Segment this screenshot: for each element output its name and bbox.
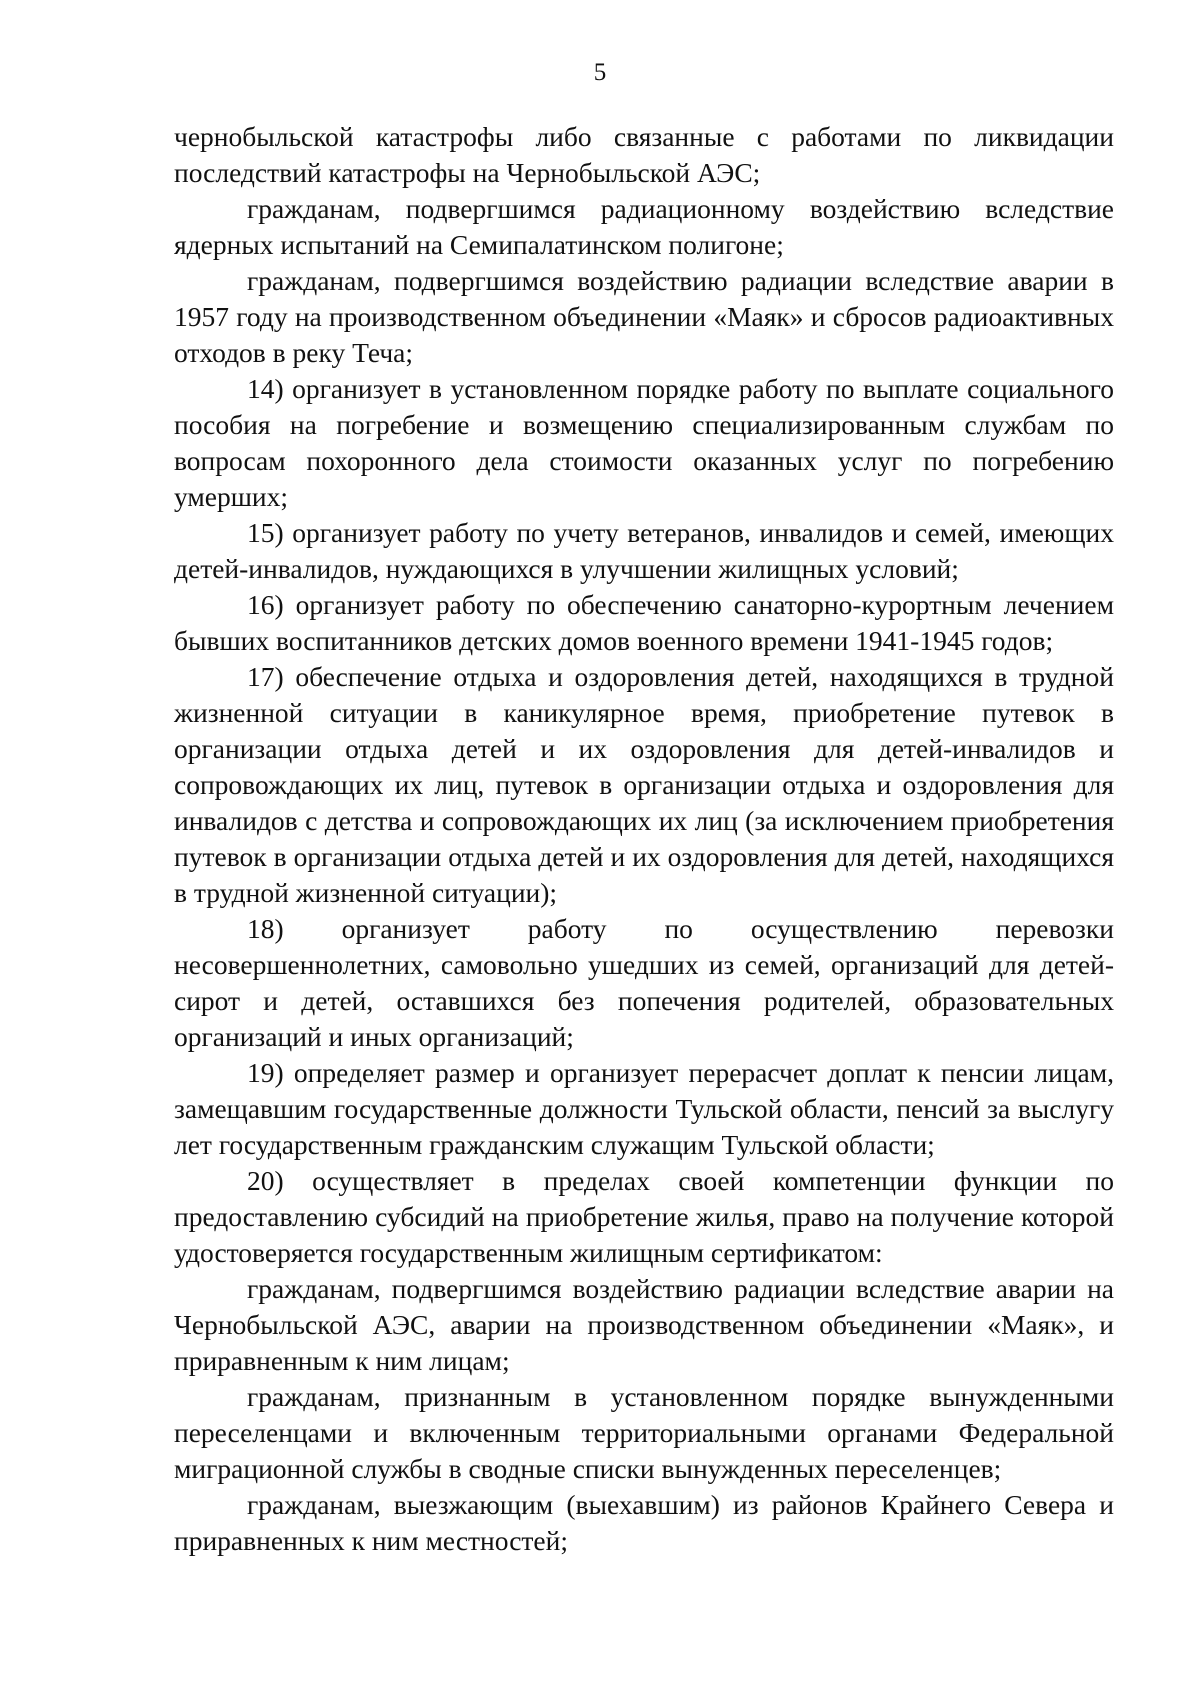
- paragraph-item-18: 18) организует работу по осуществлению перевозки несовершеннолетних, самовольно ушедших из семей, организаций для детей-сирот и детей, оставшихся без попечения родителей, образовательных организаций и иных организаций;: [174, 913, 1114, 1052]
- document-body: [174, 119, 1114, 1559]
- paragraph: гражданам, подвергшимся воздействию радиации вследствие аварии в 1957 году на производственном объединении «Маяк» и сбросов радиоактивных отходов в реку Теча;: [174, 265, 1114, 368]
- paragraph-item-19: 19) определяет размер и организует перерасчет доплат к пенсии лицам, замещавшим государственные должности Тульской области, пенсий за выслугу лет государственным гражданским служащим Тульской области;: [174, 1057, 1114, 1160]
- paragraph: гражданам, признанным в установленном порядке вынужденными переселенцами и включенным территориальными органами Федеральной миграционной службы в сводные списки вынужденных переселенцев;: [174, 1381, 1114, 1484]
- paragraph-item-14: 14) организует в установленном порядке работу по выплате социального пособия на погребение и возмещению специализированным службам по вопросам похоронного дела стоимости оказанных услуг по погребению умерших;: [174, 373, 1114, 512]
- paragraph-item-15: 15) организует работу по учету ветеранов, инвалидов и семей, имеющих детей-инвалидов, нуждающихся в улучшении жилищных условий;: [174, 517, 1114, 584]
- paragraph: гражданам, выезжающим (выехавшим) из районов Крайнего Севера и приравненных к ним местностей;: [174, 1489, 1114, 1556]
- paragraph-item-16: 16) организует работу по обеспечению санаторно-курортным лечением бывших воспитанников детских домов военного времени 1941-1945 годов;: [174, 589, 1114, 656]
- page-number: 5: [593, 59, 607, 86]
- paragraph: гражданам, подвергшимся радиационному воздействию вследствие ядерных испытаний на Семипалатинском полигоне;: [174, 193, 1114, 260]
- paragraph: гражданам, подвергшимся воздействию радиации вследствие аварии на Чернобыльской АЭС, аварии на производственном объединении «Маяк», и приравненным к ним лицам;: [174, 1273, 1114, 1376]
- paragraph-item-17: 17) обеспечение отдыха и оздоровления детей, находящихся в трудной жизненной ситуации в каникулярное время, приобретение путевок в организации отдыха детей и их оздоровления для детей-инвалидов и сопровождающих их лиц, путевок в организации отдыха и оздоровления для инвалидов с детства и сопровождающих их лиц (за исключением приобретения путевок в организации отдыха детей и их оздоровления для детей, находящихся в трудной жизненной ситуации);: [174, 661, 1114, 908]
- paragraph-continuation: чернобыльской катастрофы либо связанные с работами по ликвидации последствий катастрофы на Чернобыльской АЭС;: [174, 121, 1114, 188]
- paragraph-item-20: 20) осуществляет в пределах своей компетенции функции по предоставлению субсидий на приобретение жилья, право на получение которой удостоверяется государственным жилищным сертификатом:: [174, 1165, 1114, 1268]
